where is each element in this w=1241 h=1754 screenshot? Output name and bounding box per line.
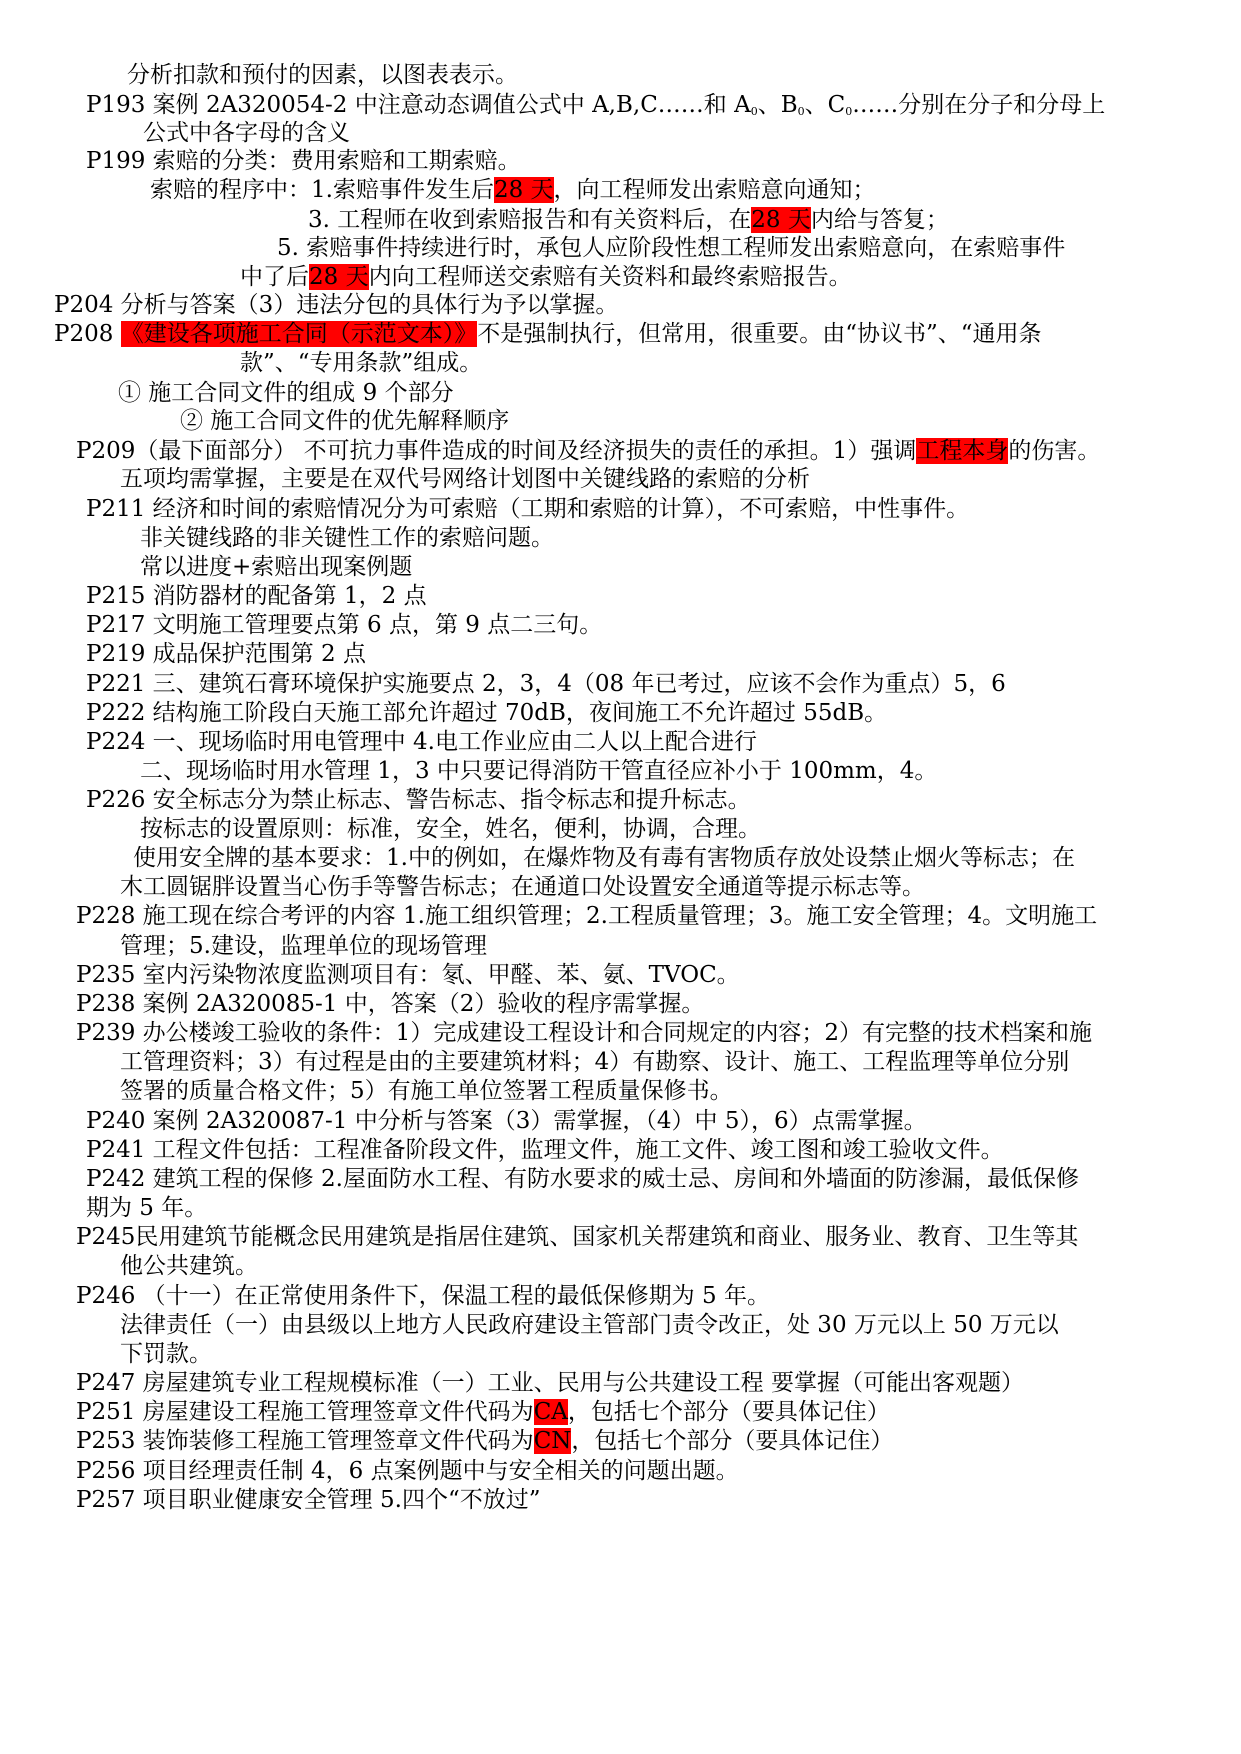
text-line: 二、现场临时用水管理 1，3 中只要记得消防干管直径应补小于 100mm，4。	[140, 758, 938, 784]
text-line: P193 案例 2A320054-2 中注意动态调值公式中 A,B,C……和 $A_0$、$B_0$、$C_0\dots\dots$分别在分子和分母上	[86, 92, 1106, 118]
text-line: P215 消防器材的配备第 1，2 点	[86, 583, 427, 609]
text-line: 他公共建筑。	[120, 1253, 258, 1279]
highlight-mark: CN	[533, 1428, 572, 1454]
text-line: P247 房屋建筑专业工程规模标准（一）工业、民用与公共建设工程 要掌握（可能出客观题）	[76, 1370, 1024, 1396]
highlight-mark: 28 天	[493, 177, 554, 203]
text-line: ② 施工合同文件的优先解释顺序	[180, 408, 510, 434]
text-line: P241 工程文件包括：工程准备阶段文件，监理文件，施工文件、竣工图和竣工验收文件。	[86, 1137, 1004, 1163]
text-line: P209（最下面部分） 不可抗力事件造成的时间及经济损失的责任的承担。1）强调工程本身的伤害。	[76, 438, 1101, 464]
text-line: P245民用建筑节能概念民用建筑是指居住建筑、国家机关帮建筑和商业、服务业、教育、卫生等其	[76, 1224, 1079, 1250]
highlight-mark: 《建设各项施工合同（示范文本）》	[120, 321, 478, 347]
text-line: 工管理资料；3）有过程是由的主要建筑材料；4）有勘察、设计、施工、工程监理等单位分别	[120, 1049, 1070, 1075]
text-line: 法律责任（一）由县级以上地方人民政府建设主管部门责令改正，处 30 万元以上 50 万元以	[120, 1312, 1059, 1338]
highlight-mark: 28 天	[309, 264, 369, 290]
text-line: 非关键线路的非关键性工作的索赔问题。	[140, 525, 554, 551]
text-line: P242 建筑工程的保修 2.屋面防水工程、有防水要求的威士忌、房间和外墙面的防渗漏，最低保修	[86, 1166, 1079, 1192]
text-line: P251 房屋建设工程施工管理签章文件代码为CA，包括七个部分（要具体记住）	[76, 1399, 890, 1425]
text-line: P228 施工现在综合考评的内容 1.施工组织管理；2.工程质量管理；3。施工安全管理；4。文明施工	[76, 903, 1098, 929]
text-line: 按标志的设置原则：标准，安全，姓名，便利，协调，合理。	[140, 816, 761, 842]
text-line: P246 （十一）在正常使用条件下，保温工程的最低保修期为 5 年。	[76, 1283, 770, 1309]
text-line: P208 《建设各项施工合同（示范文本）》不是强制执行，但常用，很重要。由“协议书”、“通用条	[54, 321, 1042, 347]
text-line: P257 项目职业健康安全管理 5.四个“不放过”	[76, 1487, 541, 1513]
text-line: P219 成品保护范围第 2 点	[86, 641, 366, 667]
text-line: P256 项目经理责任制 4，6 点案例题中与安全相关的问题出题。	[76, 1458, 739, 1484]
text-line: P239 办公楼竣工验收的条件：1）完成建设工程设计和合同规定的内容；2）有完整的技术档案和施	[76, 1020, 1092, 1046]
text-line: 管理；5.建设，监理单位的现场管理	[120, 933, 487, 959]
text-line: P224 一、现场临时用电管理中 4.电工作业应由二人以上配合进行	[86, 729, 757, 755]
text-line: ① 施工合同文件的组成 9 个部分	[118, 380, 454, 406]
highlight-mark: CA	[533, 1399, 568, 1425]
text-line: 中了后28 天内向工程师送交索赔有关资料和最终索赔报告。	[240, 264, 852, 290]
text-line: 签署的质量合格文件；5）有施工单位签署工程质量保修书。	[120, 1078, 733, 1104]
text-line: P199 索赔的分类：费用索赔和工期索赔。	[86, 148, 521, 174]
text-line: P253 装饰装修工程施工管理签章文件代码为CN，包括七个部分（要具体记住）	[76, 1428, 894, 1454]
text-line: 款”、“专用条款”组成。	[240, 350, 483, 376]
text-line: 使用安全牌的基本要求：1.中的例如，在爆炸物及有毒有害物质存放处设禁止烟火等标志；在	[133, 845, 1075, 871]
text-line: P238 案例 2A320085-1 中，答案（2）验收的程序需掌握。	[76, 991, 705, 1017]
text-line: P222 结构施工阶段白天施工部允许超过 70dB，夜间施工不允许超过 55dB。	[86, 700, 888, 726]
text-line: 常以进度+索赔出现案例题	[140, 554, 413, 580]
text-line: P217 文明施工管理要点第 6 点，第 9 点二三句。	[86, 612, 603, 638]
highlight-mark: 28 天	[751, 207, 811, 233]
text-line: 公式中各字母的含义	[143, 120, 350, 146]
text-line: 下罚款。	[120, 1341, 212, 1367]
text-line: 5. 索赔事件持续进行时，承包人应阶段性想工程师发出索赔意向，在索赔事件	[277, 235, 1066, 261]
text-line: 3. 工程师在收到索赔报告和有关资料后，在28 天内给与答复；	[308, 207, 949, 233]
text-line: 索赔的程序中：1.索赔事件发生后28 天，向工程师发出索赔意向通知；	[150, 177, 876, 203]
text-line: 五项均需掌握，主要是在双代号网络计划图中关键线路的索赔的分析	[120, 466, 810, 492]
text-line: P240 案例 2A320087-1 中分析与答案（3）需掌握，（4）中 5），6）点需掌握。	[86, 1108, 927, 1134]
text-line: P226 安全标志分为禁止标志、警告标志、指令标志和提升标志。	[86, 787, 751, 813]
text-line: P235 室内污染物浓度监测项目有：氡、甲醛、苯、氨、TVOC。	[76, 962, 740, 988]
text-line: 木工圆锯胖设置当心伤手等警告标志；在通道口处设置安全通道等提示标志等。	[120, 874, 925, 900]
text-line: 期为 5 年。	[86, 1195, 208, 1221]
text-line: 分析扣款和预付的因素，以图表表示。	[127, 62, 518, 88]
text-line: P211 经济和时间的索赔情况分为可索赔（工期和索赔的计算），不可索赔，中性事件。	[86, 496, 970, 522]
text-line: P204 分析与答案（3）违法分包的具体行为予以掌握。	[54, 292, 619, 318]
text-line: P221 三、建筑石膏环境保护实施要点 2，3，4（08 年已考过，应该不会作为重点）5，6	[86, 671, 1006, 697]
highlight-mark: 工程本身	[916, 438, 1009, 464]
